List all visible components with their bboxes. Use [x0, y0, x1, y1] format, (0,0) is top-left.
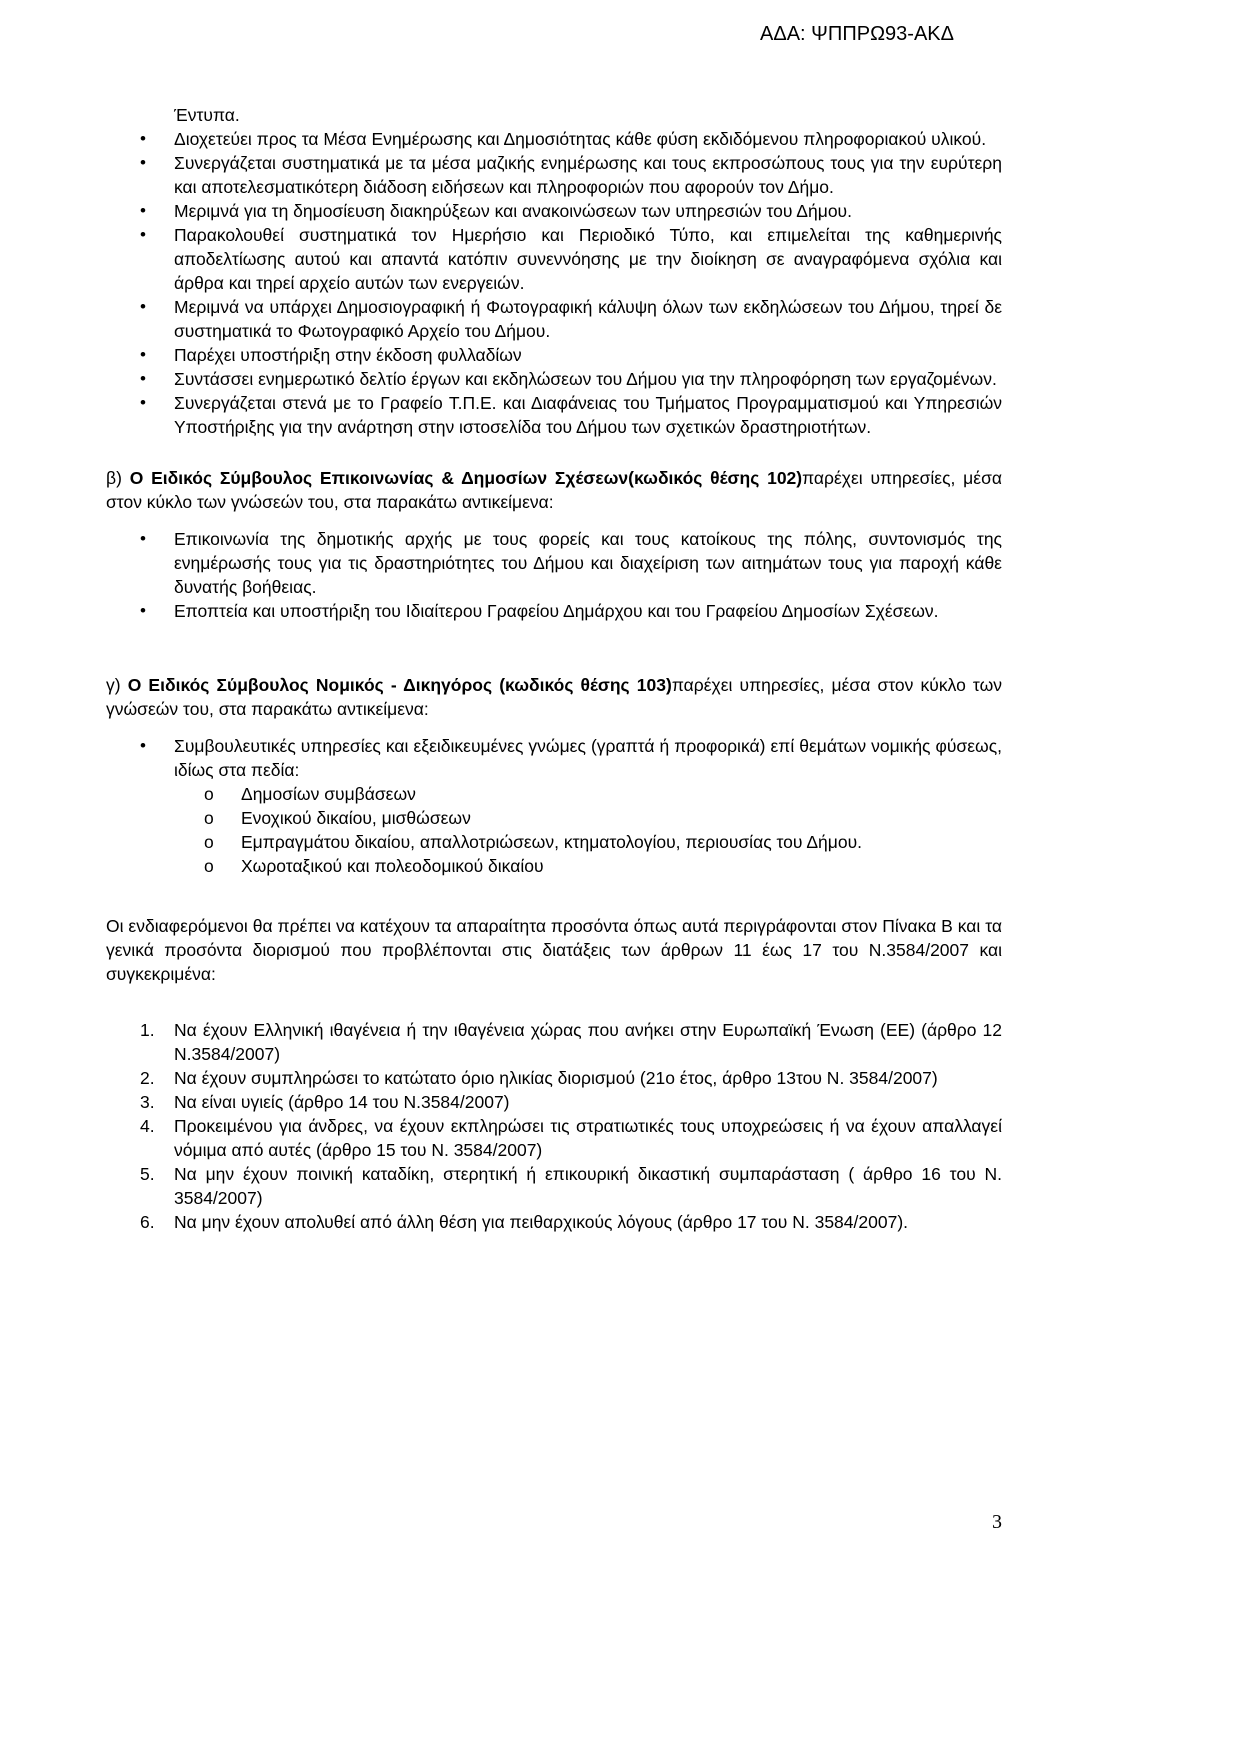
item-number: 6. — [140, 1212, 155, 1232]
section-a-bullet-list — [106, 127, 1002, 439]
list-item — [106, 1162, 1002, 1210]
item-text: Προκειμένου για άνδρες, να έχουν εκπληρώσει τις στρατιωτικές τους υποχρεώσεις ή να έχουν απαλλαγεί νόμιμα από αυτές (άρθρο 15 του Ν. 3584/2007) — [174, 1116, 1002, 1160]
item-number: 3. — [140, 1092, 155, 1112]
list-item — [106, 1066, 1002, 1090]
ada-code: ΑΔΑ: ΨΠΠΡΩ93-ΑΚΔ — [760, 23, 954, 45]
list-item: • Παρακολουθεί συστηματικά τον Ημερήσιο και Περιοδικό Τύπο, και επιμελείται της καθημερινής αποδελτίωσης αυτού και απαντά κατόπιν συνεννόησης με την διοίκηση σε αναγραφόμενα σχόλια και άρθρα και τηρεί αρχείο αυτών των ενεργειών. — [106, 223, 1002, 295]
requirements-intro: Οι ενδιαφερόμενοι θα πρέπει να κατέχουν τα απαραίτητα προσόντα όπως αυτά περιγράφονται στον Πίνακα Β και τα γενικά προσόντα διορισμού που προβλέπονται στις διατάξεις των άρθρων 11 έως 17 του Ν.3584/2007 και συγκεκριμένα: — [106, 916, 1002, 984]
item-text: Να μην έχουν απολυθεί από άλλη θέση για πειθαρχικούς λόγους (άρθρο 17 του Ν. 3584/2007). — [174, 1212, 909, 1232]
list-item: • Επικοινωνία της δημοτικής αρχής με τους φορείς και τους κατοίκους της πόλης, συντονισμός της ενημέρωσής τους για τις δραστηριότητες του Δήμου και διαχείριση των αιτημάτων τους για παροχή κάθε δυνατής βοήθειας. — [106, 527, 1002, 599]
list-item: • Συμβουλευτικές υπηρεσίες και εξειδικευμένες γνώμες (γραπτά ή προφορικά) επί θεμάτων νομικής φύσεως, ιδίως στα πεδία: — [106, 734, 1002, 782]
list-item — [106, 1018, 1002, 1066]
item-text: Να είναι υγιείς (άρθρο 14 του Ν.3584/2007) — [174, 1092, 510, 1112]
list-item — [106, 1090, 1002, 1114]
sublist-item: o Χωροταξικού και πολεοδομικού δικαίου — [106, 854, 1002, 878]
item-number: 4. — [140, 1116, 155, 1136]
list-item: • Συντάσσει ενημερωτικό δελτίο έργων και εκδηλώσεων του Δήμου για την πληροφόρηση των εργαζομένων. — [106, 367, 1002, 391]
list-item: • Συνεργάζεται στενά με το Γραφείο Τ.Π.Ε. και Διαφάνειας του Τμήματος Προγραμματισμού και Υπηρεσιών Υποστήριξης για την ανάρτηση στην ιστοσελίδα του Δήμου των σχετικών δραστηριοτήτων. — [106, 391, 1002, 439]
section-c-prefix: γ) — [106, 675, 128, 695]
item-text: Να έχουν συμπληρώσει το κατώτατο όριο ηλικίας διορισμού (21ο έτος, άρθρο 13του Ν. 3584/2007) — [174, 1068, 938, 1088]
list-item: • Μεριμνά για τη δημοσίευση διακηρύξεων και ανακοινώσεων των υπηρεσιών του Δήμου. — [106, 199, 1002, 223]
sublist-item: o Εμπραγμάτου δικαίου, απαλλοτριώσεων, κτηματολογίου, περιουσίας του Δήμου. — [106, 830, 1002, 854]
item-number: 5. — [140, 1164, 155, 1184]
section-b-heading-paragraph — [106, 466, 1002, 514]
section-c-text: παρέχει υπηρεσίες, μέσα στον κύκλο των γνώσεών του, στα παρακάτω αντικείμενα: — [106, 675, 1002, 719]
section-b-prefix: β) — [106, 468, 130, 488]
item-text: Να έχουν Ελληνική ιθαγένεια ή την ιθαγένεια χώρας που ανήκει στην Ευρωπαϊκή Ένωση (ΕΕ) (άρθρο 12 Ν.3584/2007) — [174, 1020, 1002, 1064]
page-content — [106, 103, 1002, 1234]
section-c-title: Ο Ειδικός Σύμβουλος Νομικός - Δικηγόρος (κωδικός θέσης 103) — [127, 675, 672, 695]
sublist-item: o Ενοχικού δικαίου, μισθώσεων — [106, 806, 1002, 830]
requirements-list — [106, 1018, 1002, 1234]
sublist-item: o Δημοσίων συμβάσεων — [106, 782, 1002, 806]
list-item: • Διοχετεύει προς τα Μέσα Ενημέρωσης και Δημοσιότητας κάθε φύση εκδιδόμενου πληροφοριακού υλικού. — [106, 127, 1002, 151]
continuation-text: Έντυπα. — [174, 105, 240, 125]
list-item — [106, 1114, 1002, 1162]
section-c-sublist — [106, 782, 1002, 878]
list-item: • Εποπτεία και υποστήριξη του Ιδιαίτερου Γραφείου Δημάρχου και του Γραφείου Δημοσίων Σχέσεων. — [106, 599, 1002, 623]
item-text: Να μην έχουν ποινική καταδίκη, στερητική ή επικουρική δικαστική συμπαράσταση ( άρθρο 16 του Ν. 3584/2007) — [174, 1164, 1002, 1208]
list-item — [106, 1210, 1002, 1234]
list-item: • Μεριμνά να υπάρχει Δημοσιογραφική ή Φωτογραφική κάλυψη όλων των εκδηλώσεων του Δήμου, τηρεί δε συστηματικά το Φωτογραφικό Αρχείο του Δήμου. — [106, 295, 1002, 343]
section-b-bullet-list — [106, 527, 1002, 623]
page-number: 3 — [992, 1511, 1002, 1533]
section-b-title: Ο Ειδικός Σύμβουλος Επικοινωνίας & Δημοσίων Σχέσεων(κωδικός θέσης 102) — [129, 468, 803, 488]
list-item: • Συνεργάζεται συστηματικά με τα μέσα μαζικής ενημέρωσης και τους εκπροσώπους τους για την ευρύτερη και αποτελεσματικότερη διάδοση ειδήσεων και πληροφοριών που αφορούν τον Δήμο. — [106, 151, 1002, 199]
item-number: 2. — [140, 1068, 155, 1088]
item-number: 1. — [140, 1020, 155, 1040]
list-item: • Παρέχει υποστήριξη στην έκδοση φυλλαδίων — [106, 343, 1002, 367]
section-c-heading-paragraph — [106, 673, 1002, 721]
section-b-text: παρέχει υπηρεσίες, μέσα στον κύκλο των γνώσεών του, στα παρακάτω αντικείμενα: — [106, 468, 1002, 512]
section-c-bullet-list — [106, 734, 1002, 782]
